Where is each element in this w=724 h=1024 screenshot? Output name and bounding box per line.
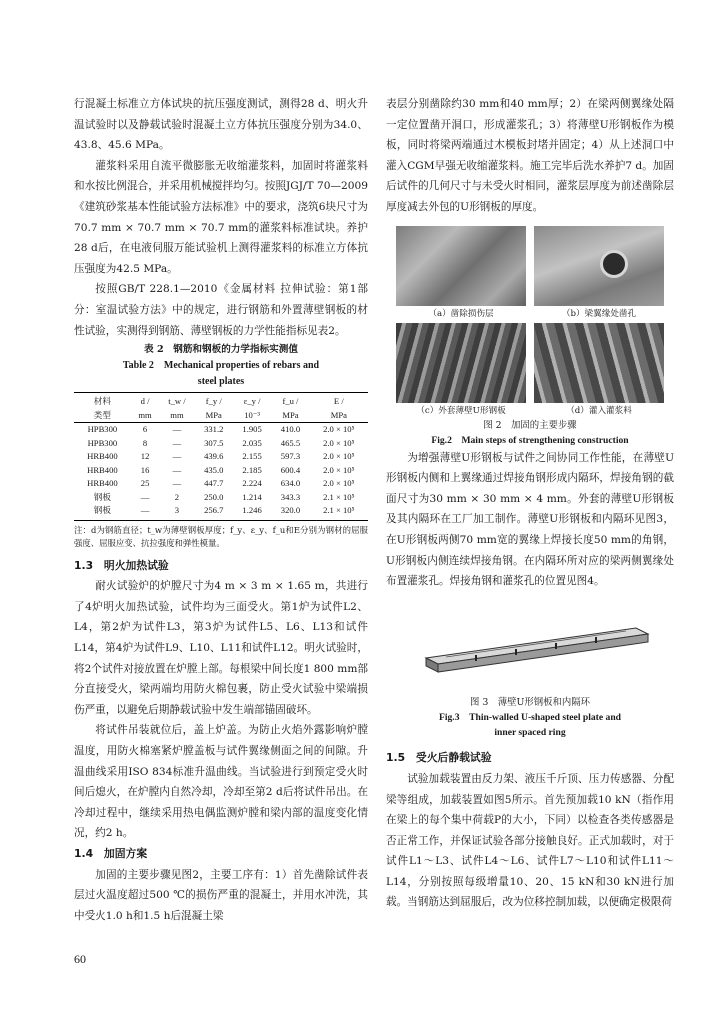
paragraph: 加固的主要步骤见图2，主要工序有：1）首先凿除试件表层过火温度超过500 ℃的损伤严重的混凝土，并用水冲洗，其中受火1.0 h和1.5 h后混凝土梁 bbox=[74, 868, 368, 922]
table-row bbox=[74, 437, 368, 451]
section-heading: 1.4 加固方案 bbox=[74, 846, 148, 860]
table-header: t_w / bbox=[159, 393, 194, 409]
table-cell: 331.2 bbox=[204, 424, 224, 435]
subfigure-caption: （a）凿除损伤层 bbox=[428, 308, 494, 319]
table-row bbox=[74, 423, 368, 437]
table-cell: 1.214 bbox=[242, 491, 262, 502]
figure-caption-cn: 图 3 薄壁U形钢板和内隔环 bbox=[470, 697, 590, 709]
table-header: E / bbox=[310, 393, 368, 409]
table-cell: 447.7 bbox=[204, 478, 224, 489]
table-row bbox=[74, 477, 368, 491]
table-cell: 1.905 bbox=[242, 424, 262, 435]
table-unit: 类型 bbox=[74, 409, 131, 423]
table-cell: 343.3 bbox=[280, 491, 301, 502]
table-unit: MPa bbox=[310, 409, 368, 423]
table-cell: 2.0 × 10⁵ bbox=[323, 478, 355, 489]
table-cell: 439.6 bbox=[204, 451, 224, 462]
table-header: ε_y / bbox=[233, 393, 271, 409]
table-cell: HRB400 bbox=[87, 478, 118, 489]
table-cell: — bbox=[172, 464, 182, 475]
table-caption-cn: 表 2 钢筋和钢板的力学指标实测值 bbox=[144, 344, 298, 356]
paragraph: 按照GB/T 228.1—2010《金属材料 拉伸试验：第1部分：室温试验方法》中的规定，进行钢筋和外置薄壁钢板的材性试验，实测得到钢筋、薄壁钢板的力学性能指标见表2。 bbox=[74, 283, 368, 337]
photo-u-steel-plate bbox=[396, 323, 526, 403]
table-header: f_y / bbox=[195, 393, 233, 409]
table-header: 材料 bbox=[74, 393, 131, 409]
table-cell: — bbox=[131, 504, 160, 520]
subfigure-caption: （d）灌入灌浆料 bbox=[566, 405, 632, 416]
properties-table bbox=[74, 392, 368, 521]
paragraph: 行混凝土标准立方体试块的抗压强度测试，测得28 d、明火升温试验时以及静载试验时混凝土立方体抗压强度分别为34.0、43.8、45.6 MPa。 bbox=[74, 98, 368, 152]
table-header: d / bbox=[131, 393, 160, 409]
section-heading: 1.3 明火加热试验 bbox=[74, 558, 169, 572]
table-cell: 2.155 bbox=[242, 451, 262, 462]
table-cell: 钢板 bbox=[93, 491, 111, 502]
paragraph: 为增强薄壁U形钢板与试件之间协同工作性能，在薄壁U形钢板内侧和上翼缘通过焊接角钢形成内隔环，焊接角钢的截面尺寸为30 mm × 30 mm × 4 mm。外套的薄壁U形钢板及其内隔环在工厂加工制作。薄壁U形钢板和内隔环见图3，在U形钢板两侧70 mm宽的翼缘上焊接长度50 mm的角钢，U形钢板内侧连续焊接角钢。在内隔环所对应的梁两侧翼缘处布置灌浆孔。焊接角钢和灌浆孔的位置见图4。 bbox=[386, 451, 674, 588]
table-cell: HPB300 bbox=[87, 437, 118, 448]
table-cell: 钢板 bbox=[74, 504, 131, 520]
table-row bbox=[74, 450, 368, 464]
table-cell: 307.5 bbox=[204, 437, 224, 448]
table-cell: 6 bbox=[142, 424, 148, 435]
table-cell: 597.3 bbox=[280, 451, 301, 462]
page-number: 60 bbox=[74, 952, 86, 966]
table-cell: 2.0 × 10⁵ bbox=[323, 464, 355, 475]
table-cell: 16 bbox=[140, 464, 150, 475]
figure-caption-en: inner spaced ring bbox=[494, 727, 566, 739]
table-caption-en: steel plates bbox=[197, 376, 245, 388]
paragraph: 灌浆料采用自流平微膨胀无收缩灌浆料，加固时将灌浆料和水按比例混合，并采用机械搅拌均匀。按照JGJ/T 70—2009《建筑砂浆基本性能试验方法标准》中的要求，浇筑6块尺寸为70.7 mm × 70.7 mm × 70.7 mm的灌浆料标准试块。养护28 d后，在电液伺服万能试验机上测得灌浆料的标准立方体抗压强度为42.5 MPa。 bbox=[74, 159, 368, 275]
table-note: 注：d为钢筋直径；t_w为薄壁钢板厚度；f_y、ε_y、f_u和E分别为钢材的屈服强度、屈服应变、抗拉强度和弹性模量。 bbox=[74, 524, 368, 548]
table-cell: 634.0 bbox=[280, 478, 301, 489]
section-heading: 1.5 受火后静载试验 bbox=[386, 751, 492, 765]
u-steel-plate-drawing bbox=[386, 606, 674, 680]
table-cell: — bbox=[140, 491, 150, 502]
table-cell: 2.0 × 10⁵ bbox=[323, 451, 355, 462]
table-cell: 410.0 bbox=[280, 424, 301, 435]
table-unit: MPa bbox=[271, 409, 309, 423]
table-cell: — bbox=[172, 478, 182, 489]
table-unit: mm bbox=[131, 409, 160, 423]
table-row bbox=[74, 464, 368, 478]
subfigure-caption: （c）外套薄壁U形钢板 bbox=[416, 405, 506, 416]
table-cell: 256.7 bbox=[195, 504, 233, 520]
table-cell: 600.4 bbox=[280, 464, 301, 475]
table-cell: 2.035 bbox=[242, 437, 262, 448]
table-unit: 10⁻³ bbox=[233, 409, 271, 423]
table-cell: 250.0 bbox=[204, 491, 224, 502]
table-cell: 2.1 × 10⁵ bbox=[310, 504, 368, 520]
table-cell: 320.0 bbox=[271, 504, 309, 520]
figure-caption-en: Fig.2 Main steps of strengthening construction bbox=[431, 434, 629, 446]
photo-drill-flange-hole bbox=[534, 226, 664, 306]
table-row bbox=[74, 504, 368, 520]
figure-caption-cn: 图 2 加固的主要步骤 bbox=[483, 419, 577, 431]
photo-grouting bbox=[534, 323, 664, 403]
table-cell: 2.224 bbox=[242, 478, 262, 489]
table-2 bbox=[74, 343, 368, 550]
table-cell: — bbox=[172, 437, 182, 448]
table-cell: — bbox=[172, 451, 182, 462]
table-cell: 2 bbox=[174, 491, 180, 502]
table-cell: 435.0 bbox=[204, 464, 224, 475]
table-cell: 1.246 bbox=[233, 504, 271, 520]
table-cell: 12 bbox=[140, 451, 150, 462]
figure-3 bbox=[386, 592, 674, 741]
table-cell: 2.185 bbox=[242, 464, 262, 475]
table-unit: mm bbox=[159, 409, 194, 423]
table-cell: 8 bbox=[142, 437, 148, 448]
figure-2 bbox=[386, 226, 674, 448]
paragraph: 将试件吊装就位后，盖上炉盖。为防止火焰外露影响炉膛温度，用防火棉塞紧炉膛盖板与试件翼缘侧面之间的间隙。升温曲线采用ISO 834标准升温曲线。当试验进行到预定受火时间后熄火，在炉膛内自然冷却，冷却至第2 d后将试件吊出。在冷却过程中，继续采用热电偶监测炉膛和梁内部的温度变化情况，约2 h。 bbox=[74, 724, 368, 840]
table-cell: HRB400 bbox=[87, 451, 118, 462]
table-caption-en: Table 2 Mechanical properties of rebars and bbox=[122, 360, 320, 372]
subfigure-caption: （b）梁翼缘处凿孔 bbox=[561, 308, 637, 319]
table-cell: — bbox=[172, 424, 182, 435]
table-cell: HPB300 bbox=[87, 424, 118, 435]
paragraph: 表层分别凿除约30 mm和40 mm厚；2）在梁两侧翼缘处隔一定位置凿开洞口，形成灌浆孔；3）将薄壁U形钢板作为模板，同时将梁两端通过木模板封堵并固定；4）从上述洞口中灌入CGM早强无收缩灌浆料。施工完毕后洗水养护7 d。加固后试件的几何尺寸与未受火时相同，灌浆层厚度为前述凿除层厚度减去外包的U形钢板的厚度。 bbox=[386, 98, 674, 213]
table-cell: 25 bbox=[140, 478, 150, 489]
table-row bbox=[74, 491, 368, 505]
table-cell: 2.1 × 10⁵ bbox=[323, 491, 355, 502]
left-column bbox=[74, 94, 368, 926]
table-cell: 3 bbox=[159, 504, 194, 520]
paragraph: 试验加载装置由反力架、液压千斤顶、压力传感器、分配梁等组成，加载装置如图5所示。首先预加载10 kN（指作用在梁上的每个集中荷载P的大小，下同）以检查各类传感器是否正常工作，并保证试验各部分接触良好。正式加载时，对于试件L1～L3、试件L4～L6、试件L7～L10和试件L11～L14，分别按照每级增量10、20、15 kN和30 kN进行加载。当钢筋达到屈服后，改为位移控制加载，以便确定极限荷 bbox=[386, 772, 674, 909]
table-cell: 2.0 × 10⁵ bbox=[323, 424, 355, 435]
table-unit: MPa bbox=[195, 409, 233, 423]
table-cell: 465.5 bbox=[280, 437, 301, 448]
photo-remove-damaged-layer bbox=[396, 226, 526, 306]
table-cell: HRB400 bbox=[87, 464, 118, 475]
figure-caption-en: Fig.3 Thin-walled U-shaped steel plate and bbox=[438, 712, 622, 724]
right-column bbox=[386, 94, 674, 913]
table-cell: 2.0 × 10⁵ bbox=[323, 437, 355, 448]
paragraph: 耐火试验炉的炉膛尺寸为4 m × 3 m × 1.65 m，共进行了4炉明火加热试验，试件均为三面受火。第1炉为试件L2、L4，第2炉为试件L3，第3炉为试件L5、L6、L13和试件L14，第4炉为试件L9、L10、L11和试件L12。明火试验时，将2个试件对接放置在炉膛上部。每根梁中间长度1 800 mm部分直接受火，梁两端均用防火棉包裹，防止受火试验中梁端损伤严重，以避免后期静载试验中发生端部锚固破坏。 bbox=[74, 580, 368, 716]
table-header: f_u / bbox=[271, 393, 309, 409]
